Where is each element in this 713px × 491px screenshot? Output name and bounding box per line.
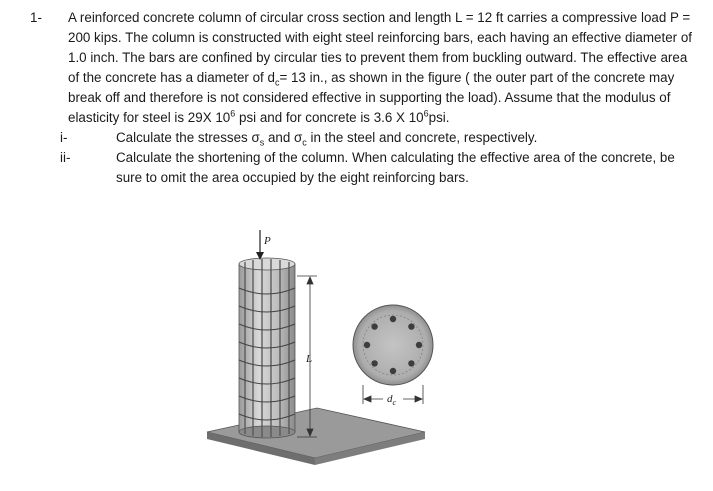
sub-question-text: Calculate the shortening of the column. When calculating the effective area of the concrete, be sure to omit the area occupied by the eight reinforcing bars.	[116, 150, 675, 185]
problem-number: 1-	[30, 10, 42, 25]
sub-question-text-c: in the steel and concrete, respectively.	[306, 130, 538, 145]
column-bottom	[239, 426, 295, 438]
sub-question-label: i-	[60, 130, 68, 145]
length-label: L	[306, 353, 313, 365]
load-label: P	[264, 235, 271, 247]
steel-exponent: 6	[230, 108, 236, 119]
sub-question-text-b: and σ	[264, 130, 303, 145]
diameter-label-sub: c	[392, 398, 397, 407]
sub-question-ii	[60, 148, 700, 188]
sub-question-text-a: Calculate the stresses σ	[116, 130, 260, 145]
sub-question-label: ii-	[60, 150, 71, 165]
column-top	[239, 258, 295, 270]
concrete-exponent: 6	[423, 108, 429, 119]
dc-subscript: c	[274, 77, 280, 88]
sigma-c-subscript: c	[302, 137, 307, 148]
statement-text-c: psi and for concrete is 3.6 X 10	[235, 110, 424, 125]
statement-text-b: = 13 in., as shown in the figure ( the outer part of the concrete may break off and therefore is not considered effective in supporting the load). Assume that the modulus of elasticity for steel is 29X 10	[68, 70, 675, 125]
diameter-label	[387, 393, 397, 407]
diameter-label-d: d	[387, 393, 393, 405]
problem-statement	[68, 8, 700, 128]
problem-1	[30, 8, 700, 188]
sub-question-i	[60, 128, 700, 148]
sigma-s-subscript: s	[259, 137, 265, 148]
statement-text-d: psi.	[428, 110, 450, 125]
sub-questions	[60, 128, 700, 188]
load-arrow	[256, 230, 264, 260]
column-illustration	[205, 222, 465, 484]
column-figure	[205, 222, 465, 484]
statement-text-a: A reinforced concrete column of circular cross section and length L = 12 ft carries a compressive load P = 200 kips. The column is constructed with eight steel reinforcing bars, each having an effective diameter of 1.0 inch. The bars are confined by circular ties to prevent them from buckling outward. The effective area of the concrete has a diameter of d	[68, 10, 692, 85]
